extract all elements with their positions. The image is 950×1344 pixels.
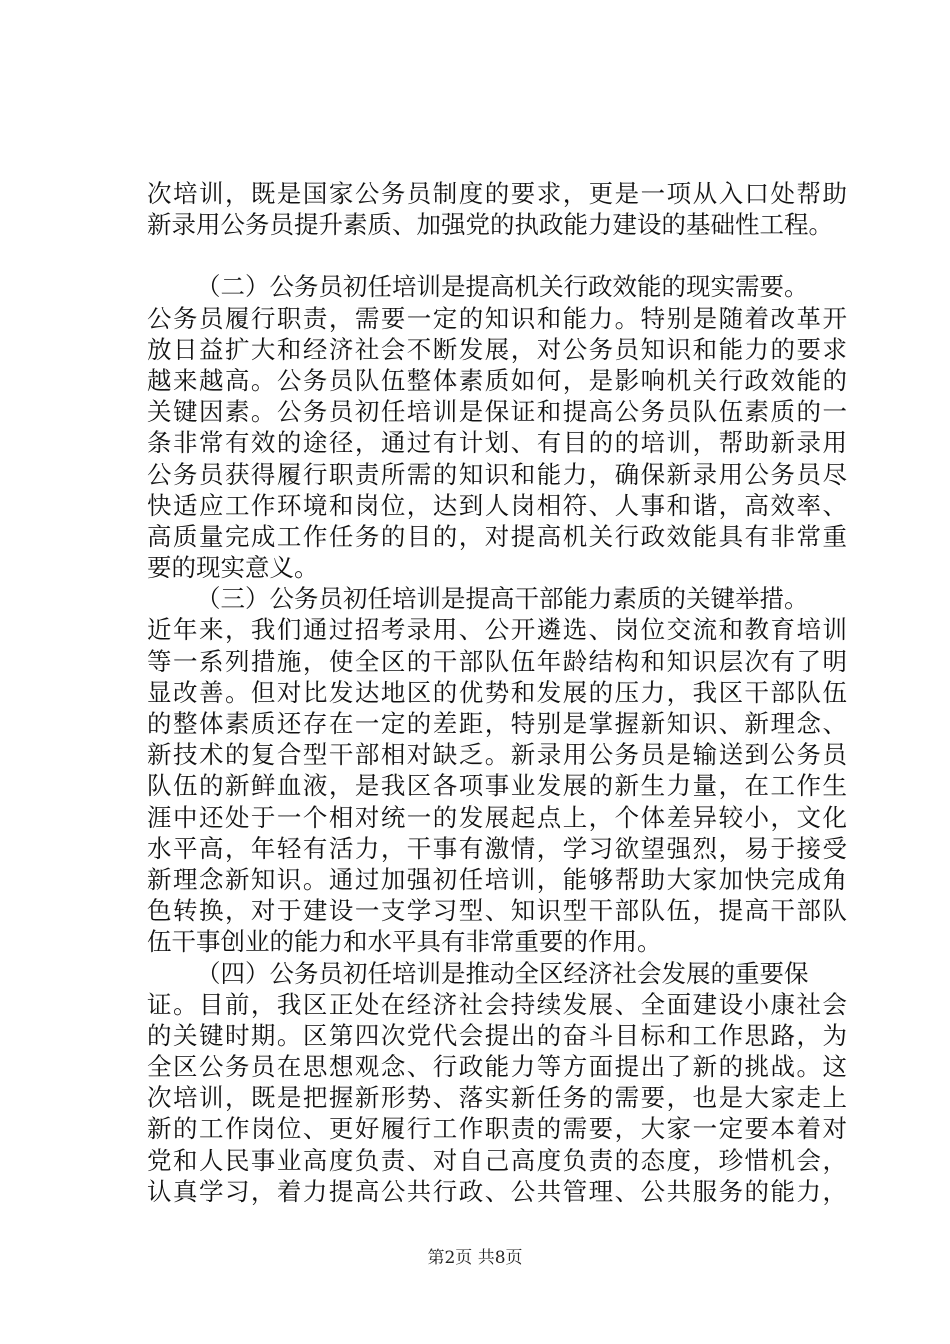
- text-line: 水平高，年轻有活力，干事有激情，学习欲望强烈，易于接受: [147, 833, 847, 863]
- text-line: 次培训，既是把握新形势、落实新任务的需要，也是大家走上: [147, 1083, 847, 1113]
- text-line: 快适应工作环境和岗位，达到人岗相符、人事和谐，高效率、: [147, 490, 847, 520]
- paragraph-heading-line: （四）公务员初任培训是推动全区经济社会发展的重要保: [196, 958, 809, 988]
- text-line: 条非常有效的途径，通过有计划、有目的的培训，帮助新录用: [147, 428, 847, 458]
- intro-paragraph: [147, 178, 847, 240]
- text-line: 近年来，我们通过招考录用、公开遴选、岗位交流和教育培训: [147, 615, 847, 645]
- text-line: 越来越高。公务员队伍整体素质如何，是影响机关行政效能的: [147, 365, 847, 395]
- text-line: 显改善。但对比发达地区的优势和发展的压力，我区干部队伍: [147, 677, 847, 707]
- text-line: 涯中还处于一个相对统一的发展起点上，个体差异较小，文化: [147, 802, 847, 832]
- text-line: 放日益扩大和经济社会不断发展，对公务员知识和能力的要求: [147, 334, 847, 364]
- paragraph-three: [147, 583, 847, 957]
- paragraph-heading-line: （三）公务员初任培训是提高干部能力素质的关键举措。: [196, 584, 809, 614]
- text-line: 高质量完成工作任务的目的，对提高机关行政效能具有非常重: [147, 521, 847, 551]
- paragraph-two: [147, 271, 847, 583]
- text-line: 新的工作岗位、更好履行工作职责的需要，大家一定要本着对: [147, 1114, 847, 1144]
- text-line: 色转换，对于建设一支学习型、知识型干部队伍，提高干部队: [147, 896, 847, 926]
- text-line: 要的现实意义。: [147, 553, 319, 583]
- text-line: 的整体素质还存在一定的差距，特别是掌握新知识、新理念、: [147, 709, 847, 738]
- text-line: 关键因素。公务员初任培训是保证和提高公务员队伍素质的一: [147, 397, 847, 427]
- paragraph-gap: [147, 240, 847, 271]
- text-line: 新录用公务员提升素质、加强党的执政能力建设的基础性工程。: [147, 210, 833, 240]
- paragraph-heading-line: （二）公务员初任培训是提高机关行政效能的现实需要。: [196, 272, 809, 302]
- text-line: 认真学习，着力提高公共行政、公共管理、公共服务的能力，: [147, 1176, 847, 1206]
- text-line: 新理念新知识。通过加强初任培训，能够帮助大家加快完成角: [147, 864, 847, 894]
- document-body: [147, 178, 847, 1207]
- text-line: 公务员履行职责，需要一定的知识和能力。特别是随着改革开: [147, 303, 847, 333]
- text-line: 次培训，既是国家公务员制度的要求，更是一项从入口处帮助: [147, 179, 847, 208]
- text-line: 伍干事创业的能力和水平具有非常重要的作用。: [147, 927, 662, 957]
- text-line: 等一系列措施，使全区的干部队伍年龄结构和知识层次有了明: [147, 646, 847, 676]
- page-number-footer: 第2页 共8页: [427, 1248, 523, 1268]
- text-line: 证。目前，我区正处在经济社会持续发展、全面建设小康社会: [147, 989, 847, 1019]
- paragraph-four: [147, 958, 847, 1208]
- text-line: 新技术的复合型干部相对缺乏。新录用公务员是输送到公务员: [147, 740, 847, 770]
- text-line: 党和人民事业高度负责、对自己高度负责的态度，珍惜机会，: [147, 1145, 847, 1175]
- text-line: 全区公务员在思想观念、行政能力等方面提出了新的挑战。这: [147, 1052, 847, 1082]
- text-line: 公务员获得履行职责所需的知识和能力，确保新录用公务员尽: [147, 459, 847, 489]
- text-line: 队伍的新鲜血液，是我区各项事业发展的新生力量，在工作生: [147, 771, 847, 801]
- text-line: 的关键时期。区第四次党代会提出的奋斗目标和工作思路，为: [147, 1020, 847, 1050]
